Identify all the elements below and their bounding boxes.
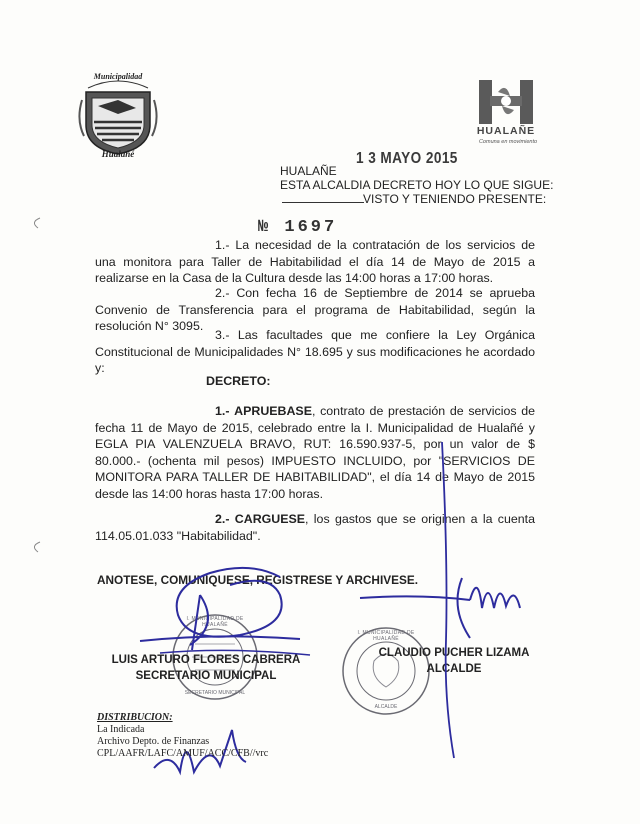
closing-formula: ANOTESE, COMUNIQUESE, REGISTRESE Y ARCHIVESE. xyxy=(97,573,418,587)
mayor-seal-center-text: ALCALDE xyxy=(374,704,398,710)
decreto-1-text: , contrato de prestación de servicios de fecha 11 de Mayo de 2015, celebrado entre la I. Municipalidad de Hualañé y EGLA PIA VALENZUELA BRAVO, RUT: 16.590.937-5, por un valor de $ 80.000.- (ochenta mil pesos) IMPUESTO INCLUIDO, por "SERVICIOS DE MONITORA PARA TALLER DE HABITABILIDAD", el día 14 de Mayo de 2015 desde las 14:00 horas hasta 17:00 horas. xyxy=(95,404,535,501)
visto-2-text: Con fecha 16 de Septiembre de 2014 se aprueba Convenio de Transferencia para el programa de Habitabilidad, según la resolución N° 3095. xyxy=(95,286,535,333)
secretary-seal-ring-text: I. MUNICIPALIDAD DE HUALAÑÉ xyxy=(186,616,244,628)
crest-graphic xyxy=(78,70,158,160)
decreto-heading: DECRETO: xyxy=(206,374,271,388)
crest-bottom-text: Hualañé xyxy=(101,149,135,159)
decreto-paragraph-1 xyxy=(95,403,535,502)
decreto-2-number: 2.- xyxy=(215,512,230,526)
crest-top-text: Municipalidad xyxy=(93,72,143,81)
hualane-brand-name: HUALAÑE xyxy=(476,125,536,137)
distribution-line-3: CPL/AAFR/LAFC/AMUF/ACC/CFB//vrc xyxy=(97,748,269,759)
punch-hole-mark-bottom xyxy=(28,540,42,554)
visto-3-number: 3.- xyxy=(215,328,230,342)
decree-number: № 1697 xyxy=(258,218,338,237)
distribution-line-2: Archivo Depto. de Finanzas xyxy=(97,736,210,747)
header-line-2-underline xyxy=(282,202,364,203)
mayor-name: CLAUDIO PUCHER LIZAMA xyxy=(378,647,530,659)
visto-1-text: La necesidad de la contratación de los servicios de una monitora para Taller de Habitabilidad el día 14 de Mayo de 2015 a realizarse en la Casa de la Cultura desde las 14:00 horas a 17:00 horas. xyxy=(95,238,535,285)
decreto-paragraph-2 xyxy=(95,511,535,544)
hualane-brand-logo xyxy=(470,74,560,154)
header-line-1: ESTA ALCALDIA DECRETO HOY LO QUE SIGUE: xyxy=(280,178,554,192)
visto-paragraph-3 xyxy=(95,327,535,377)
visto-2-number: 2.- xyxy=(215,286,230,300)
decreto-1-number: 1.- xyxy=(215,404,230,418)
distribution-title: DISTRIBUCION: xyxy=(97,712,173,723)
visto-paragraph-1 xyxy=(95,237,535,287)
hualane-tagline: Comuna en movimiento xyxy=(478,139,538,145)
visto-3-text: Las facultades que me confiere la Ley Orgánica Constitucional de Municipalidades N° 18.695 y sus modificaciones he acordado y: xyxy=(95,328,535,375)
secretary-name: LUIS ARTURO FLORES CABRERA xyxy=(111,654,301,666)
mayor-seal-ring-text: I. MUNICIPALIDAD DE HUALAÑÉ xyxy=(357,630,415,642)
decreto-2-text: , los gastos que se originen a la cuenta 114.05.01.033 "Habitabilidad". xyxy=(95,512,535,543)
secretary-role: SECRETARIO MUNICIPAL xyxy=(135,670,277,682)
punch-hole-mark-top xyxy=(28,216,42,230)
secretary-signature-scribble xyxy=(130,555,320,665)
stamp-date: 1 3 MAYO 2015 xyxy=(356,150,458,167)
decreto-2-keyword: CARGUESE xyxy=(234,512,306,526)
visto-1-number: 1.- xyxy=(215,238,230,252)
mayor-role: ALCALDE xyxy=(426,663,482,675)
decree-margin-line xyxy=(440,440,460,760)
distribution-line-1: La Indicada xyxy=(97,724,145,735)
municipal-crest-logo xyxy=(78,70,158,160)
secretary-seal-center-text: SECRETARIO MUNICIPAL xyxy=(184,690,246,696)
distribution-block xyxy=(97,712,268,760)
header-line-2: VISTO Y TENIENDO PRESENTE: xyxy=(363,192,547,206)
header-place: HUALAÑE xyxy=(280,164,337,178)
decreto-1-keyword: APRUEBASE xyxy=(234,404,312,418)
